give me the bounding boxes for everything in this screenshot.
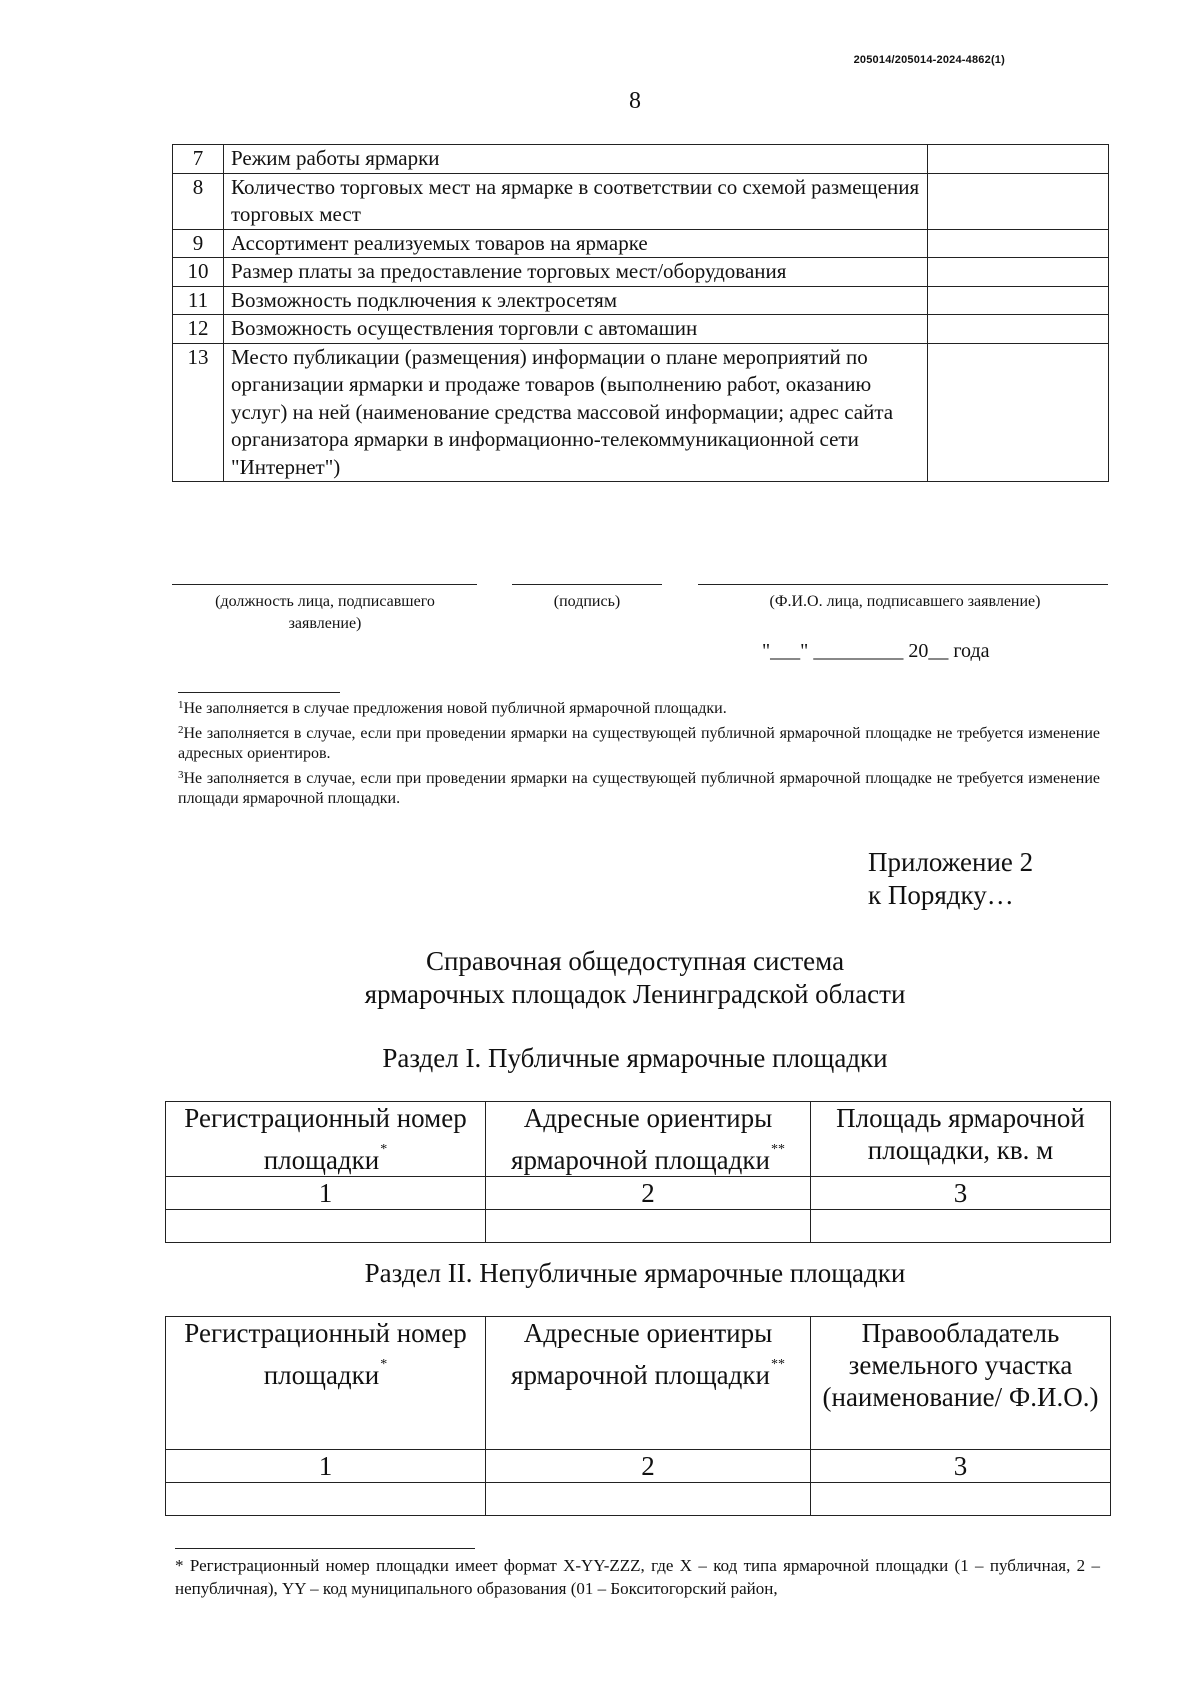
table-row xyxy=(173,286,1109,315)
column-header: Правообладатель земельного участка (наименование/ Ф.И.О.) xyxy=(811,1317,1111,1450)
row-description: Количество торговых мест на ярмарке в соответствии со схемой размещения торговых мест xyxy=(224,173,928,229)
row-number: 9 xyxy=(173,229,224,258)
footnote xyxy=(178,695,1100,720)
empty-cell xyxy=(811,1210,1111,1243)
column-header: Регистрационный номер площадки* xyxy=(166,1317,486,1450)
empty-cell xyxy=(811,1483,1111,1516)
position-signature-line xyxy=(172,584,477,585)
footnote-text: Не заполняется в случае, если при проведении ярмарки на существующей публичной ярмарочной площадке не требуется изменение адресных ориентиров. xyxy=(178,724,1100,762)
row-number: 12 xyxy=(173,315,224,344)
empty-row xyxy=(166,1210,1111,1243)
public-sites-table xyxy=(165,1101,1111,1243)
header-row xyxy=(166,1317,1111,1450)
row-description: Режим работы ярмарки xyxy=(224,145,928,174)
asterisk-mark: * xyxy=(380,1357,388,1372)
row-description: Возможность подключения к электросетям xyxy=(224,286,928,315)
footnotes xyxy=(178,695,1100,810)
name-signature-line xyxy=(698,584,1108,585)
appendix-line: к Порядку… xyxy=(868,880,1014,910)
footnote xyxy=(178,765,1100,810)
empty-cell xyxy=(166,1483,486,1516)
table-row xyxy=(173,229,1109,258)
footnote-mark: 2 xyxy=(178,723,184,736)
position-caption: (должность лица, подписавшего заявление) xyxy=(215,593,435,632)
row-value-cell xyxy=(928,315,1109,344)
table-row xyxy=(173,173,1109,229)
table-row xyxy=(173,258,1109,287)
footnote xyxy=(178,720,1100,765)
row-value-cell xyxy=(928,286,1109,315)
signature-caption: (подпись) xyxy=(553,593,621,610)
column-number: 3 xyxy=(811,1177,1111,1210)
row-value-cell xyxy=(928,343,1109,482)
asterisk-mark: ** xyxy=(770,1142,785,1157)
document-id: 205014/205014-2024-4862(1) xyxy=(853,54,1005,66)
header-row xyxy=(166,1102,1111,1177)
private-sites-table xyxy=(165,1316,1111,1516)
footnote-registration-format: * Регистрационный номер площадки имеет формат X-YY-ZZZ, где X – код типа ярмарочной площадки (1 – публичная, 2 – непубличная), YY – код муниципального образования (01 – Бокситогорский район, xyxy=(175,1556,1100,1598)
row-number: 7 xyxy=(173,145,224,174)
footnote-separator xyxy=(178,692,340,693)
name-caption: (Ф.И.О. лица, подписавшего заявление) xyxy=(769,593,1041,610)
title-line: Справочная общедоступная система xyxy=(425,946,845,976)
row-number: 10 xyxy=(173,258,224,287)
row-value-cell xyxy=(928,229,1109,258)
row-number: 13 xyxy=(173,343,224,482)
row-number: 11 xyxy=(173,286,224,315)
system-title xyxy=(300,945,970,1010)
footnote-separator xyxy=(175,1548,475,1549)
asterisk-mark: * xyxy=(380,1142,388,1157)
title-line: ярмарочных площадок Ленинградской области xyxy=(364,978,906,1009)
empty-cell xyxy=(166,1210,486,1243)
column-header: Адресные ориентиры ярмарочной площадки** xyxy=(486,1102,811,1177)
footnote-mark: 1 xyxy=(178,699,184,711)
table-row xyxy=(173,343,1109,482)
column-header: Регистрационный номер площадки* xyxy=(166,1102,486,1177)
row-description: Размер платы за предоставление торговых мест/оборудования xyxy=(224,258,928,287)
appendix-line: Приложение 2 xyxy=(868,847,1034,877)
row-value-cell xyxy=(928,173,1109,229)
column-number: 2 xyxy=(486,1177,811,1210)
table-row xyxy=(173,315,1109,344)
row-value-cell xyxy=(928,145,1109,174)
footnote-text: Не заполняется в случае предложения новой публичной ярмарочной площадки. xyxy=(183,700,727,717)
date-line: "___" _________ 20__ года xyxy=(762,640,990,662)
row-description: Место публикации (размещения) информации о плане мероприятий по организации ярмарки и продаже товаров (выполнению работ, оказанию услуг) на ней (наименование средства массовой информации; адрес сайта организатора ярмарки в информационно-телекоммуникационной сети "Интернет") xyxy=(224,343,928,482)
row-number: 8 xyxy=(173,173,224,229)
column-number: 2 xyxy=(486,1450,811,1483)
row-description: Ассортимент реализуемых товаров на ярмарке xyxy=(224,229,928,258)
column-number-row xyxy=(166,1177,1111,1210)
column-number-row xyxy=(166,1450,1111,1483)
application-form-table xyxy=(172,144,1109,482)
empty-row xyxy=(166,1483,1111,1516)
table-row xyxy=(173,145,1109,174)
section-1-title: Раздел I. Публичные ярмарочные площадки xyxy=(382,1043,888,1073)
footnote-mark: 3 xyxy=(178,768,184,781)
page-number: 8 xyxy=(629,88,641,114)
empty-cell xyxy=(486,1210,811,1243)
column-number: 1 xyxy=(166,1177,486,1210)
column-header: Адресные ориентиры ярмарочной площадки** xyxy=(486,1317,811,1450)
appendix-heading xyxy=(868,846,1033,912)
row-value-cell xyxy=(928,258,1109,287)
column-header: Площадь ярмарочной площадки, кв. м xyxy=(811,1102,1111,1177)
asterisk-mark: ** xyxy=(770,1357,785,1372)
column-number: 3 xyxy=(811,1450,1111,1483)
row-description: Возможность осуществления торговли с автомашин xyxy=(224,315,928,344)
signature-line xyxy=(512,584,662,585)
footnote-text: Не заполняется в случае, если при проведении ярмарки на существующей публичной ярмарочной площадке не требуется изменение площади ярмарочной площадки. xyxy=(178,769,1100,807)
column-number: 1 xyxy=(166,1450,486,1483)
section-2-title: Раздел II. Непубличные ярмарочные площадки xyxy=(364,1258,906,1288)
empty-cell xyxy=(486,1483,811,1516)
